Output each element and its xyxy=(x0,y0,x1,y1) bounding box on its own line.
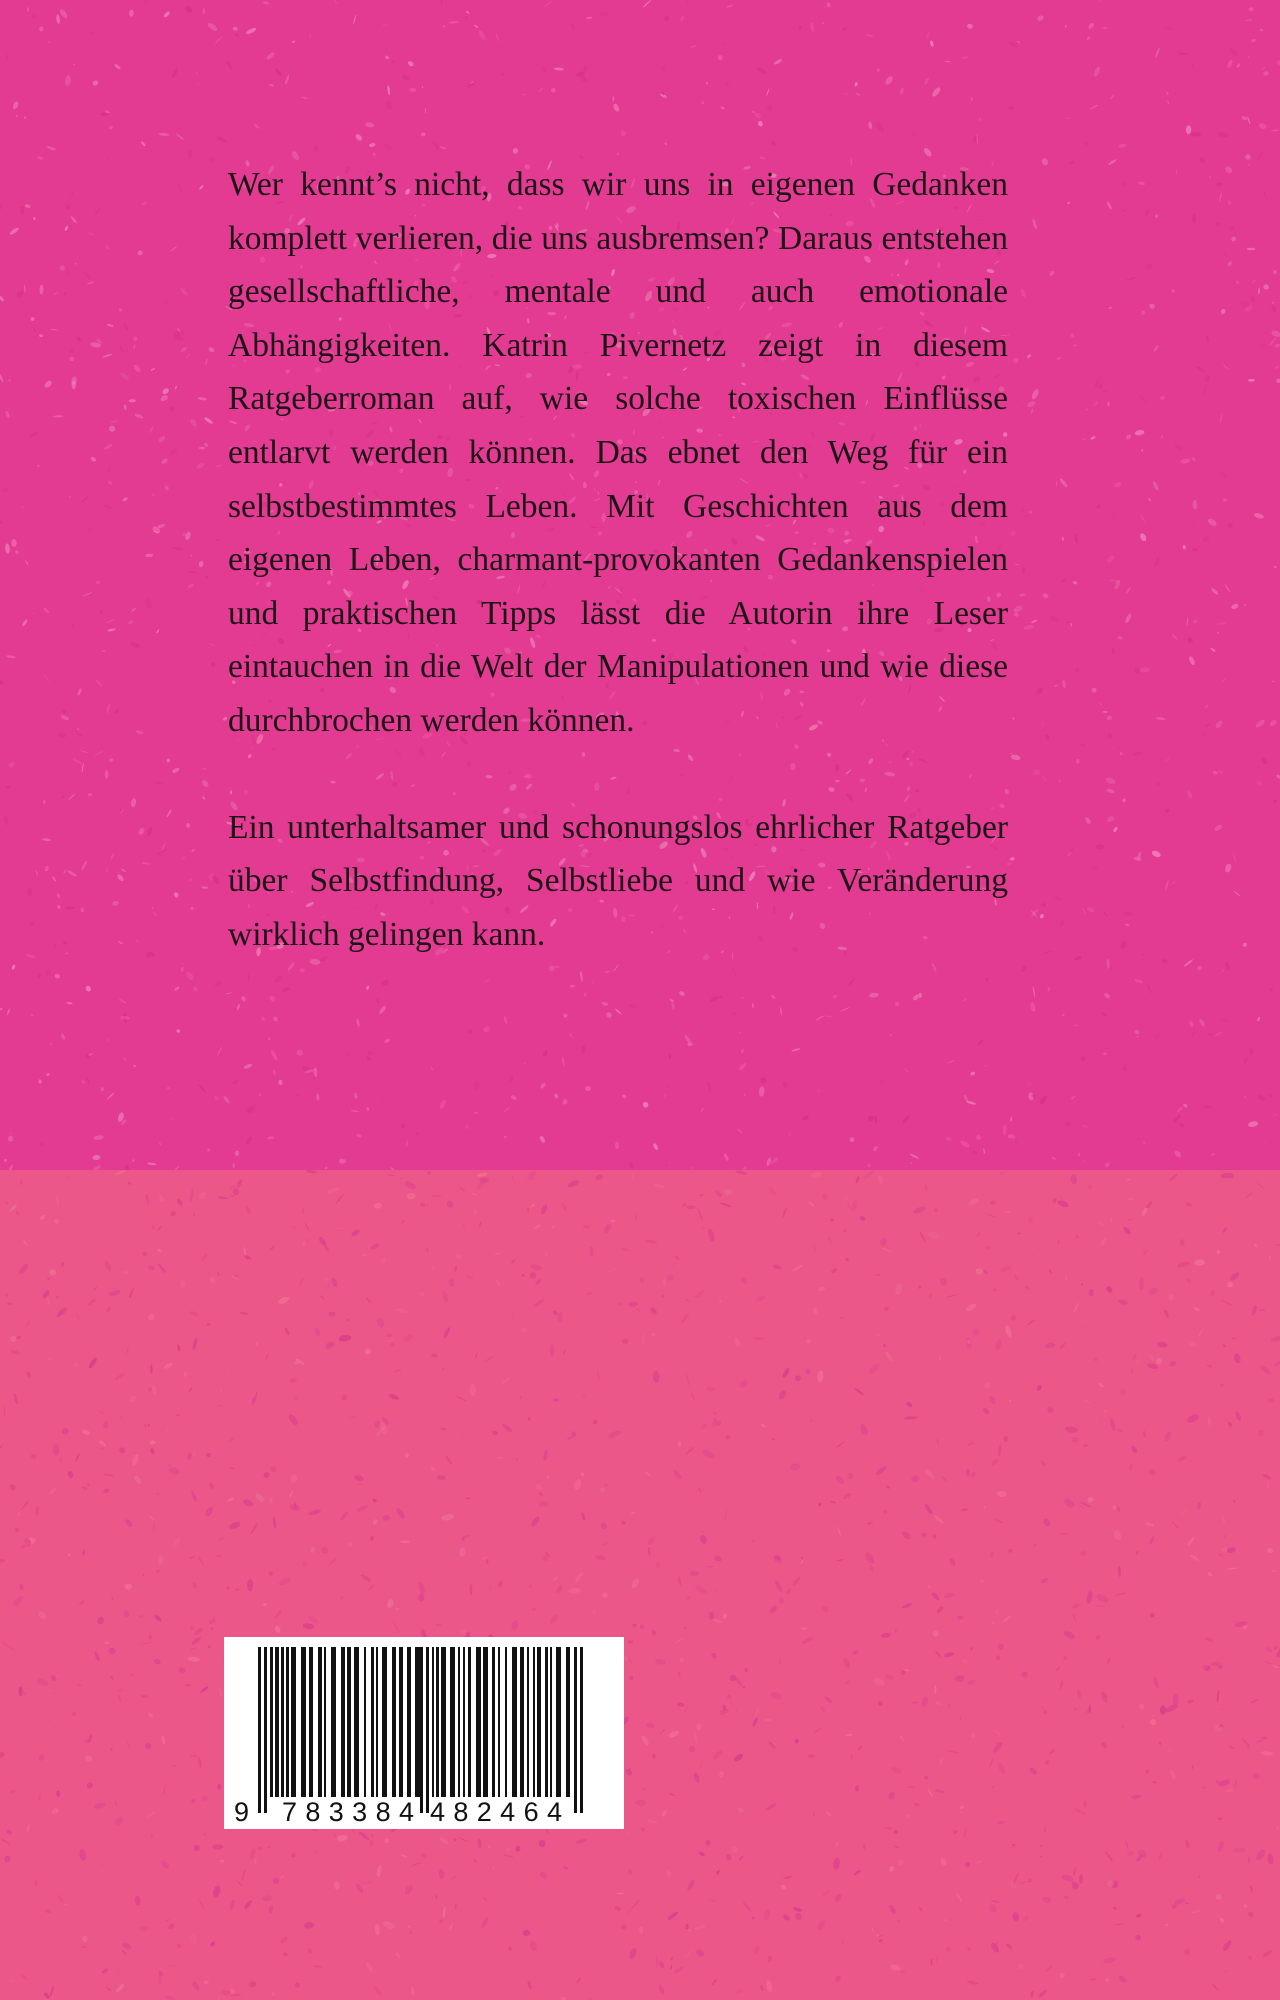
blurb-paragraph-1: Wer kennt’s nicht, dass wir uns in eigenen Gedanken komplett verlieren, die uns ausbremsen? Daraus entstehen gesellschaftliche, mentale und auch emotionale Abhängigkeiten. Katrin Pivernetz zeigt in diesem Ratgeberroman auf, wie solche toxischen Einflüsse entlarvt werden können. Das ebnet den Weg für ein selbstbestimmtes Leben. Mit Geschichten aus dem eigenen Leben, charmant-provokanten Gedankenspielen und praktischen Tipps lässt die Autorin ihre Leser eintauchen in die Welt der Manipulationen und wie diese durchbrochen werden können. xyxy=(228,166,1008,739)
barcode-right-group: 482464 xyxy=(430,1797,562,1827)
barcode-graphic xyxy=(224,1637,624,1829)
barcode-left-group: 783384 xyxy=(282,1797,414,1827)
barcode-prefix-digit: 9 xyxy=(234,1797,250,1827)
bottom-panel xyxy=(0,1170,1280,2000)
isbn-barcode xyxy=(224,1637,624,1829)
barcode-bars xyxy=(258,1647,583,1813)
blurb-paragraph-2: Ein unterhaltsamer und schonungslos ehrlicher Ratgeber über Selbstfindung, Selbstliebe und wie Veränderung wirklich gelingen kann. xyxy=(228,808,1008,953)
bottom-speckle-texture xyxy=(0,1170,1280,2000)
blurb-text xyxy=(228,158,1008,961)
